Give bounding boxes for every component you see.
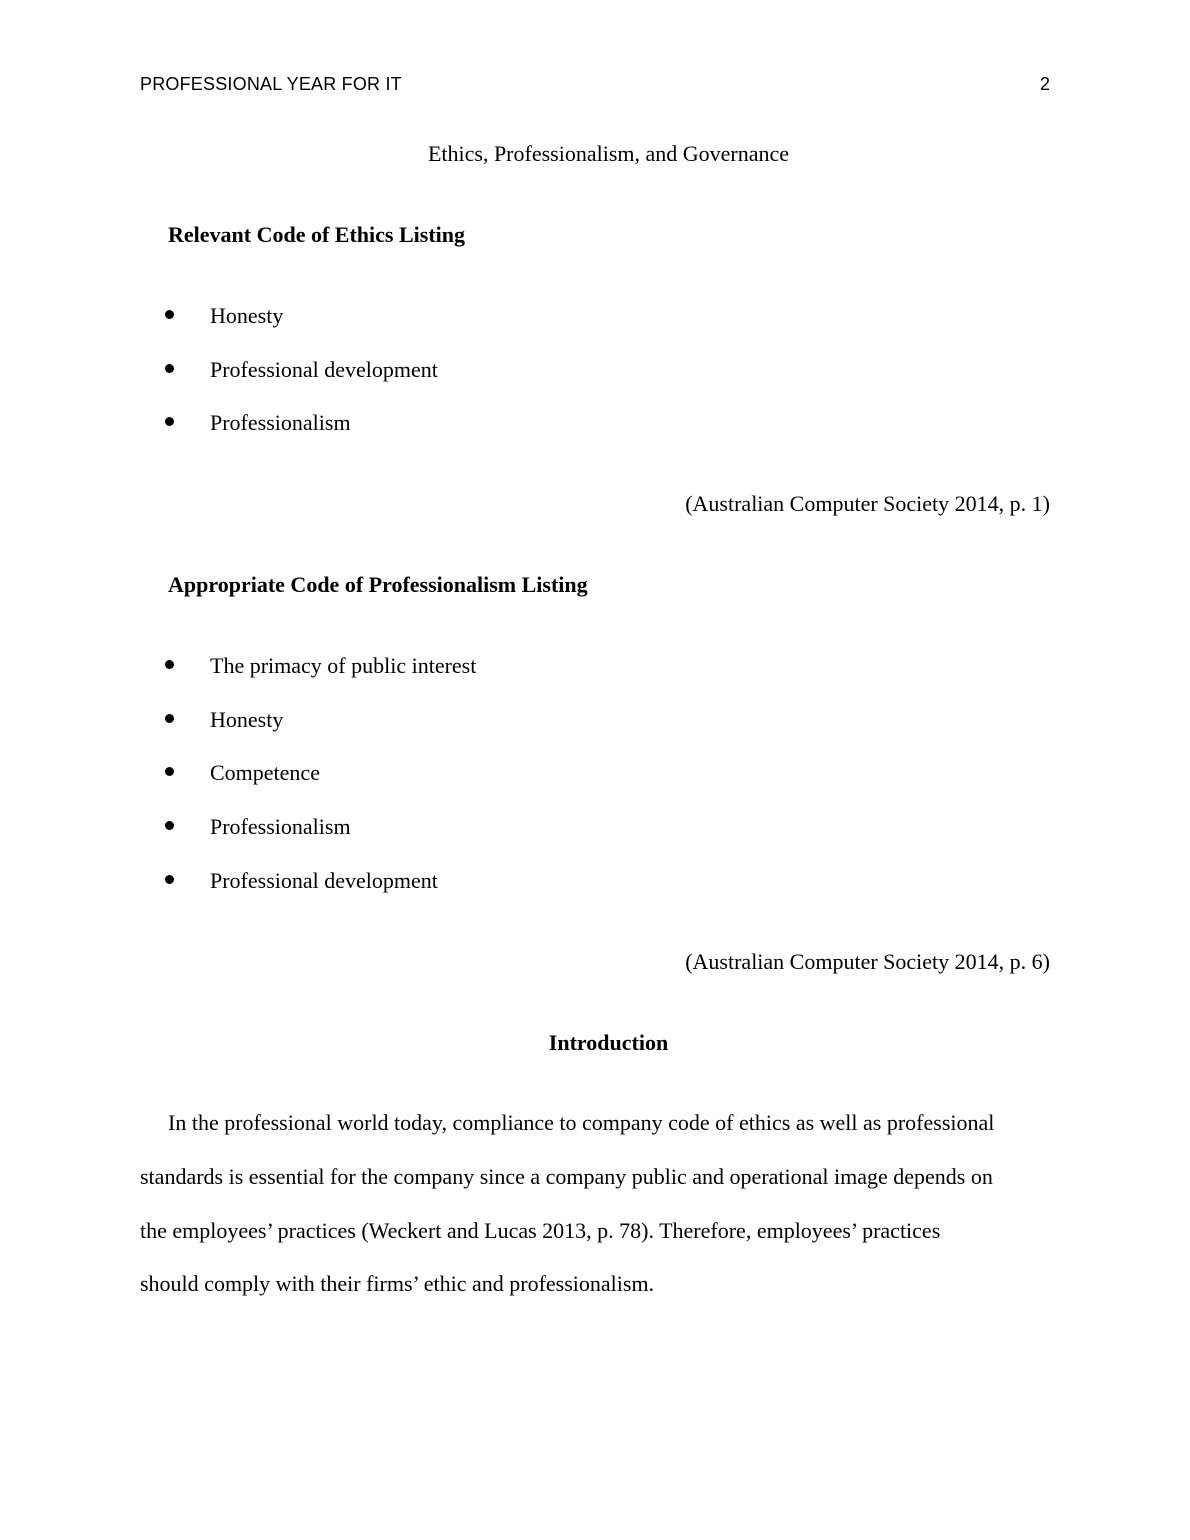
paragraph-line: In the professional world today, compliance to company code of ethics as well as professional — [168, 1110, 995, 1135]
list-item-text: Professionalism — [210, 410, 351, 435]
bullet-icon — [165, 821, 174, 830]
page-number: 2 — [1039, 74, 1050, 94]
bullet-icon — [165, 660, 174, 669]
professionalism-citation: (Australian Computer Society 2014, p. 6) — [685, 949, 1050, 974]
bullet-icon — [165, 875, 174, 884]
list-item-text: Honesty — [210, 707, 284, 732]
running-head: PROFESSIONAL YEAR FOR IT — [140, 74, 402, 94]
ethics-citation: (Australian Computer Society 2014, p. 1) — [685, 491, 1050, 516]
bullet-icon — [165, 310, 174, 319]
paragraph-line: the employees’ practices (Weckert and Lucas 2013, p. 78). Therefore, employees’ practices — [140, 1218, 941, 1243]
list-item-text: Professional development — [210, 357, 438, 382]
bullet-icon — [165, 364, 174, 373]
introduction-heading: Introduction — [548, 1030, 669, 1055]
bullet-icon — [165, 767, 174, 776]
paragraph-line: standards is essential for the company since a company public and operational image depends on — [140, 1164, 993, 1189]
list-item-text: Competence — [210, 760, 320, 785]
list-item-text: Honesty — [210, 303, 284, 328]
list-item-text: Professionalism — [210, 814, 351, 839]
document-title: Ethics, Professionalism, and Governance — [427, 141, 790, 166]
list-item-text: The primacy of public interest — [210, 653, 477, 678]
paragraph-line: should comply with their firms’ ethic and professionalism. — [140, 1271, 655, 1296]
ethics-section-heading: Relevant Code of Ethics Listing — [168, 222, 465, 247]
list-item-text: Professional development — [210, 868, 438, 893]
bullet-icon — [165, 714, 174, 723]
professionalism-section-heading: Appropriate Code of Professionalism Listing — [168, 572, 588, 597]
bullet-icon — [165, 417, 174, 426]
